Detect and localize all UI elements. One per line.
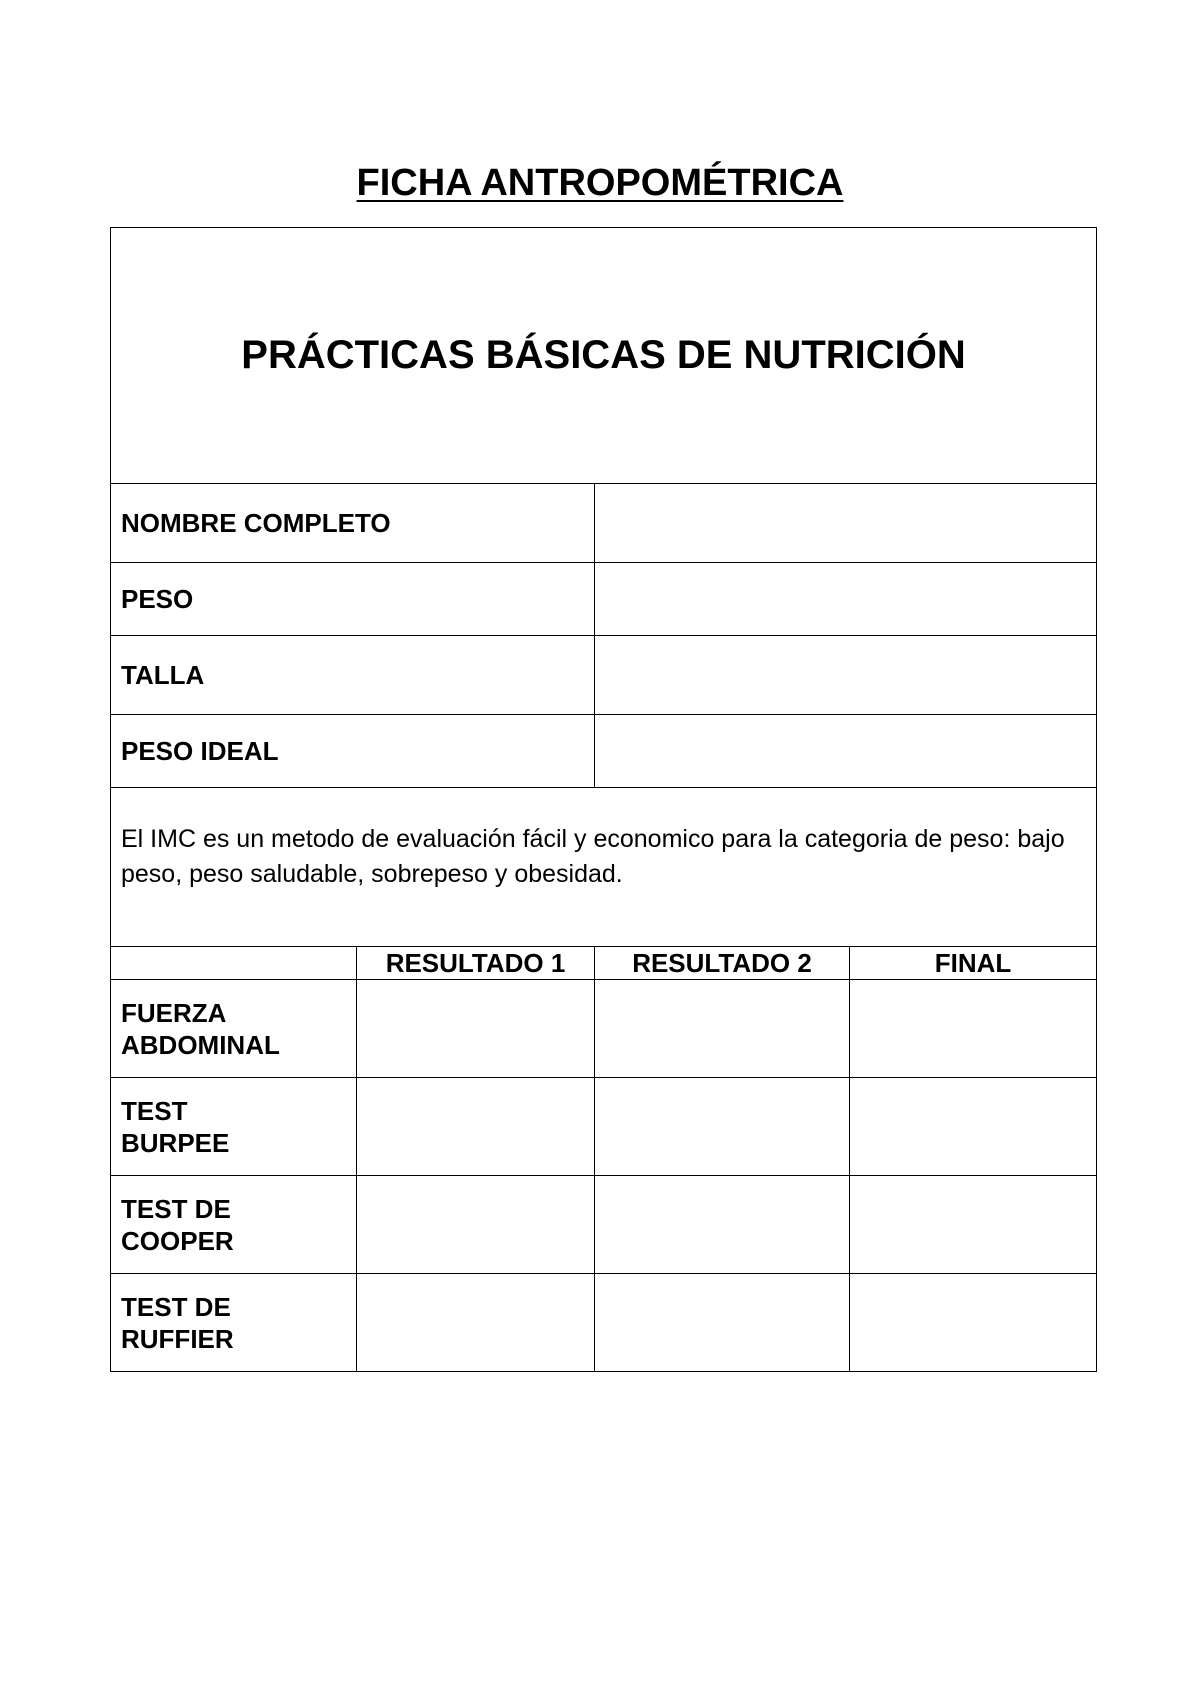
results-header-resultado-2: RESULTADO 2: [595, 947, 850, 980]
result-cell[interactable]: [595, 1274, 850, 1372]
imc-info-text: El IMC es un metodo de evaluación fácil y economico para la categoria de peso: bajo peso, peso saludable, sobrepeso y obesidad.: [121, 825, 1065, 888]
field-row-peso-ideal: [111, 715, 1097, 788]
result-cell[interactable]: [850, 980, 1097, 1078]
result-cell[interactable]: [357, 1176, 595, 1274]
test-label-fuerza-abdominal: [111, 980, 357, 1078]
results-header-empty: [111, 947, 357, 980]
field-value-nombre[interactable]: [595, 484, 1097, 563]
field-label-nombre: NOMBRE COMPLETO: [111, 484, 595, 563]
field-value-peso[interactable]: [595, 563, 1097, 636]
field-row-talla: [111, 636, 1097, 715]
results-header-resultado-1: RESULTADO 1: [357, 947, 595, 980]
table-row: [111, 1078, 1097, 1176]
field-value-peso-ideal[interactable]: [595, 715, 1097, 788]
test-label-ruffier: [111, 1274, 357, 1372]
imc-info-cell: [111, 788, 1097, 947]
table-row: [111, 1176, 1097, 1274]
banner-title: PRÁCTICAS BÁSICAS DE NUTRICIÓN: [111, 228, 1097, 484]
result-cell[interactable]: [595, 980, 850, 1078]
table-row: [111, 1274, 1097, 1372]
result-cell[interactable]: [850, 1274, 1097, 1372]
table-row: [111, 980, 1097, 1078]
field-row-peso: [111, 563, 1097, 636]
test-label-text: TEST DE COOPER: [121, 1193, 234, 1256]
result-cell[interactable]: [595, 1176, 850, 1274]
test-label-text: TEST DE RUFFIER: [121, 1291, 234, 1354]
result-cell[interactable]: [357, 980, 595, 1078]
result-cell[interactable]: [357, 1078, 595, 1176]
field-label-peso-ideal: PESO IDEAL: [111, 715, 595, 788]
field-value-talla[interactable]: [595, 636, 1097, 715]
test-label-cooper: [111, 1176, 357, 1274]
results-header-final: FINAL: [850, 947, 1097, 980]
field-row-nombre: [111, 484, 1097, 563]
field-label-talla: TALLA: [111, 636, 595, 715]
test-label-text: TEST BURPEE: [121, 1095, 230, 1158]
test-label-burpee: [111, 1078, 357, 1176]
result-cell[interactable]: [357, 1274, 595, 1372]
anthropometric-form: [110, 227, 1097, 1372]
result-cell[interactable]: [595, 1078, 850, 1176]
result-cell[interactable]: [850, 1176, 1097, 1274]
test-label-text: FUERZA ABDOMINAL: [121, 997, 280, 1060]
results-header-row: [111, 947, 1097, 980]
result-cell[interactable]: [850, 1078, 1097, 1176]
page-title: FICHA ANTROPOMÉTRICA: [356, 162, 844, 204]
field-label-peso: PESO: [111, 563, 595, 636]
